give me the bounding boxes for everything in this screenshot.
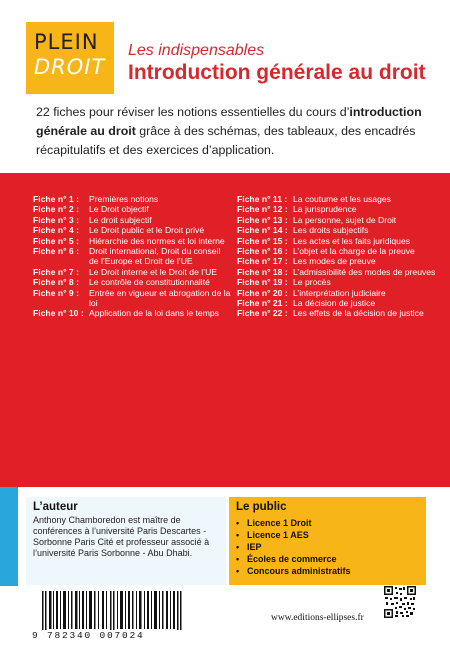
public-heading: Le public [236,501,287,513]
fiche-row [33,267,231,277]
bullet-icon: • [236,554,240,564]
fiche-number: Fiche n° 3 : [33,214,79,225]
intro-part2: grâce à des schémas, des tableaux, des encadrés récapitulatifs et des exercices d’application. [36,124,416,157]
fiche-number: Fiche n° 2 : [33,204,79,215]
fiche-title: L’interprétation judiciaire [293,287,386,298]
fiche-number: Fiche n° 9 : [33,287,79,298]
author-heading: L’auteur [33,501,78,513]
fiche-number: Fiche n° 11 : [237,194,288,204]
fiche-title: La décision de justice [293,298,376,309]
list-item [236,565,419,577]
public-item-label: IEP [247,542,262,552]
fiche-title: La personne, sujet de Droit [293,214,397,225]
fiche-row [237,204,442,214]
fiche-number: Fiche n° 16 : [237,246,288,257]
fiche-row [33,225,231,235]
public-item-label: Écoles de commerce [247,554,337,564]
fiche-number: Fiche n° 1 : [33,194,79,204]
list-item [236,541,419,553]
fiche-row [237,308,442,318]
fiche-number: Fiche n° 6 : [33,246,79,257]
fiche-row [237,246,442,256]
fiche-title: Droit international, Droit du conseil de l’Europe et Droit de l’UE [89,246,221,267]
fiche-row [237,236,442,246]
intro-part1: 22 fiches pour réviser les notions essentielles du cours d’ [36,105,350,119]
fiche-title: Le procès [293,277,331,288]
fiche-number: Fiche n° 5 : [33,235,79,246]
fiche-row [33,288,231,309]
bullet-icon: • [236,518,240,528]
fiche-title: Hiérarchie des normes et loi interne [89,235,225,246]
series-name: Les indispensables [128,42,265,59]
fiche-number: Fiche n° 17 : [237,256,288,267]
fiche-number: Fiche n° 12 : [237,204,288,215]
table-of-contents [0,173,450,487]
fiche-row [33,194,231,204]
fiche-number: Fiche n° 14 : [237,225,288,236]
fiche-row [237,215,442,225]
fiche-number: Fiche n° 15 : [237,235,288,246]
book-title: Introduction générale au droit [128,61,426,84]
fiche-title: Les modes de preuve [293,256,376,267]
barcode-number: 9 782340 007024 [32,630,192,641]
fiche-title: L’admissibilité des modes de preuves [293,266,436,277]
fiche-title: Le contrôle de constitutionnalité [89,277,210,288]
publisher-website: www.editions-ellipses.fr [271,613,364,623]
fiche-title: Les actes et les faits juridiques [293,235,411,246]
fiches-column-left [33,194,231,319]
fiche-title: Le Droit interne et le Droit de l’UE [89,266,218,277]
fiche-number: Fiche n° 21 : [237,298,288,309]
public-list [236,517,419,577]
fiche-title: Le Droit public et le Droit privé [89,225,205,236]
fiche-title: Les effets de la décision de justice [293,308,424,319]
bullet-icon: • [236,542,240,552]
blue-stripe [0,487,18,586]
fiche-row [237,277,442,287]
author-box [26,497,226,585]
fiche-title: Premières notions [89,194,159,204]
public-item-label: Licence 1 Droit [247,518,312,528]
fiche-number: Fiche n° 19 : [237,277,288,288]
fiche-number: Fiche n° 20 : [237,287,288,298]
plein-droit-logo [26,22,114,94]
fiche-title: La jurisprudence [293,204,357,215]
fiche-row [33,236,231,246]
fiche-row [33,308,231,318]
qr-code-icon [384,586,416,624]
list-item [236,517,419,529]
fiche-row [237,225,442,235]
bullet-icon: • [236,566,240,576]
fiche-number: Fiche n° 8 : [33,277,79,288]
fiche-number: Fiche n° 18 : [237,266,288,277]
logo-line-plein: PLEIN [34,30,99,54]
list-item [236,553,419,565]
fiche-row [237,298,442,308]
author-bio: Anthony Chamboredon est maître de conférences à l’université Paris Descartes - Sorbonne Paris Cité et professeur associé à l’université Paris Sorbonne - Abu Dhabi. [33,515,210,558]
fiche-title: Le droit subjectif [89,214,152,225]
fiche-title: Application de la loi dans le temps [89,308,219,319]
fiche-row [237,267,442,277]
public-item-label: Concours administratifs [247,566,351,576]
intro-bold: introduction générale au droit [36,105,422,138]
fiche-row [33,246,231,267]
fiche-row [33,277,231,287]
fiche-row [33,204,231,214]
fiche-title: La coutume et les usages [293,194,391,204]
fiche-number: Fiche n° 13 : [237,214,288,225]
fiche-title: Entrée en vigueur et abrogation de la loi [89,287,231,309]
fiche-number: Fiche n° 4 : [33,225,79,236]
list-item [236,529,419,541]
fiche-title: Le Droit objectif [89,204,149,215]
fiche-row [237,194,442,204]
fiche-row [33,215,231,225]
fiche-title: Les droits subjectifs [293,225,369,236]
fiche-title: L’objet et la charge de la preuve [293,246,415,257]
bullet-icon: • [236,530,240,540]
public-box [229,497,426,585]
intro-paragraph [36,103,428,160]
fiche-row [237,256,442,266]
fiche-row [237,288,442,298]
fiche-number: Fiche n° 22 : [237,308,288,319]
fiche-number: Fiche n° 7 : [33,266,79,277]
fiches-column-right [237,194,442,319]
fiche-number: Fiche n° 10 : [33,308,84,319]
public-item-label: Licence 1 AES [247,530,309,540]
logo-line-droit: DROIT [34,55,106,79]
